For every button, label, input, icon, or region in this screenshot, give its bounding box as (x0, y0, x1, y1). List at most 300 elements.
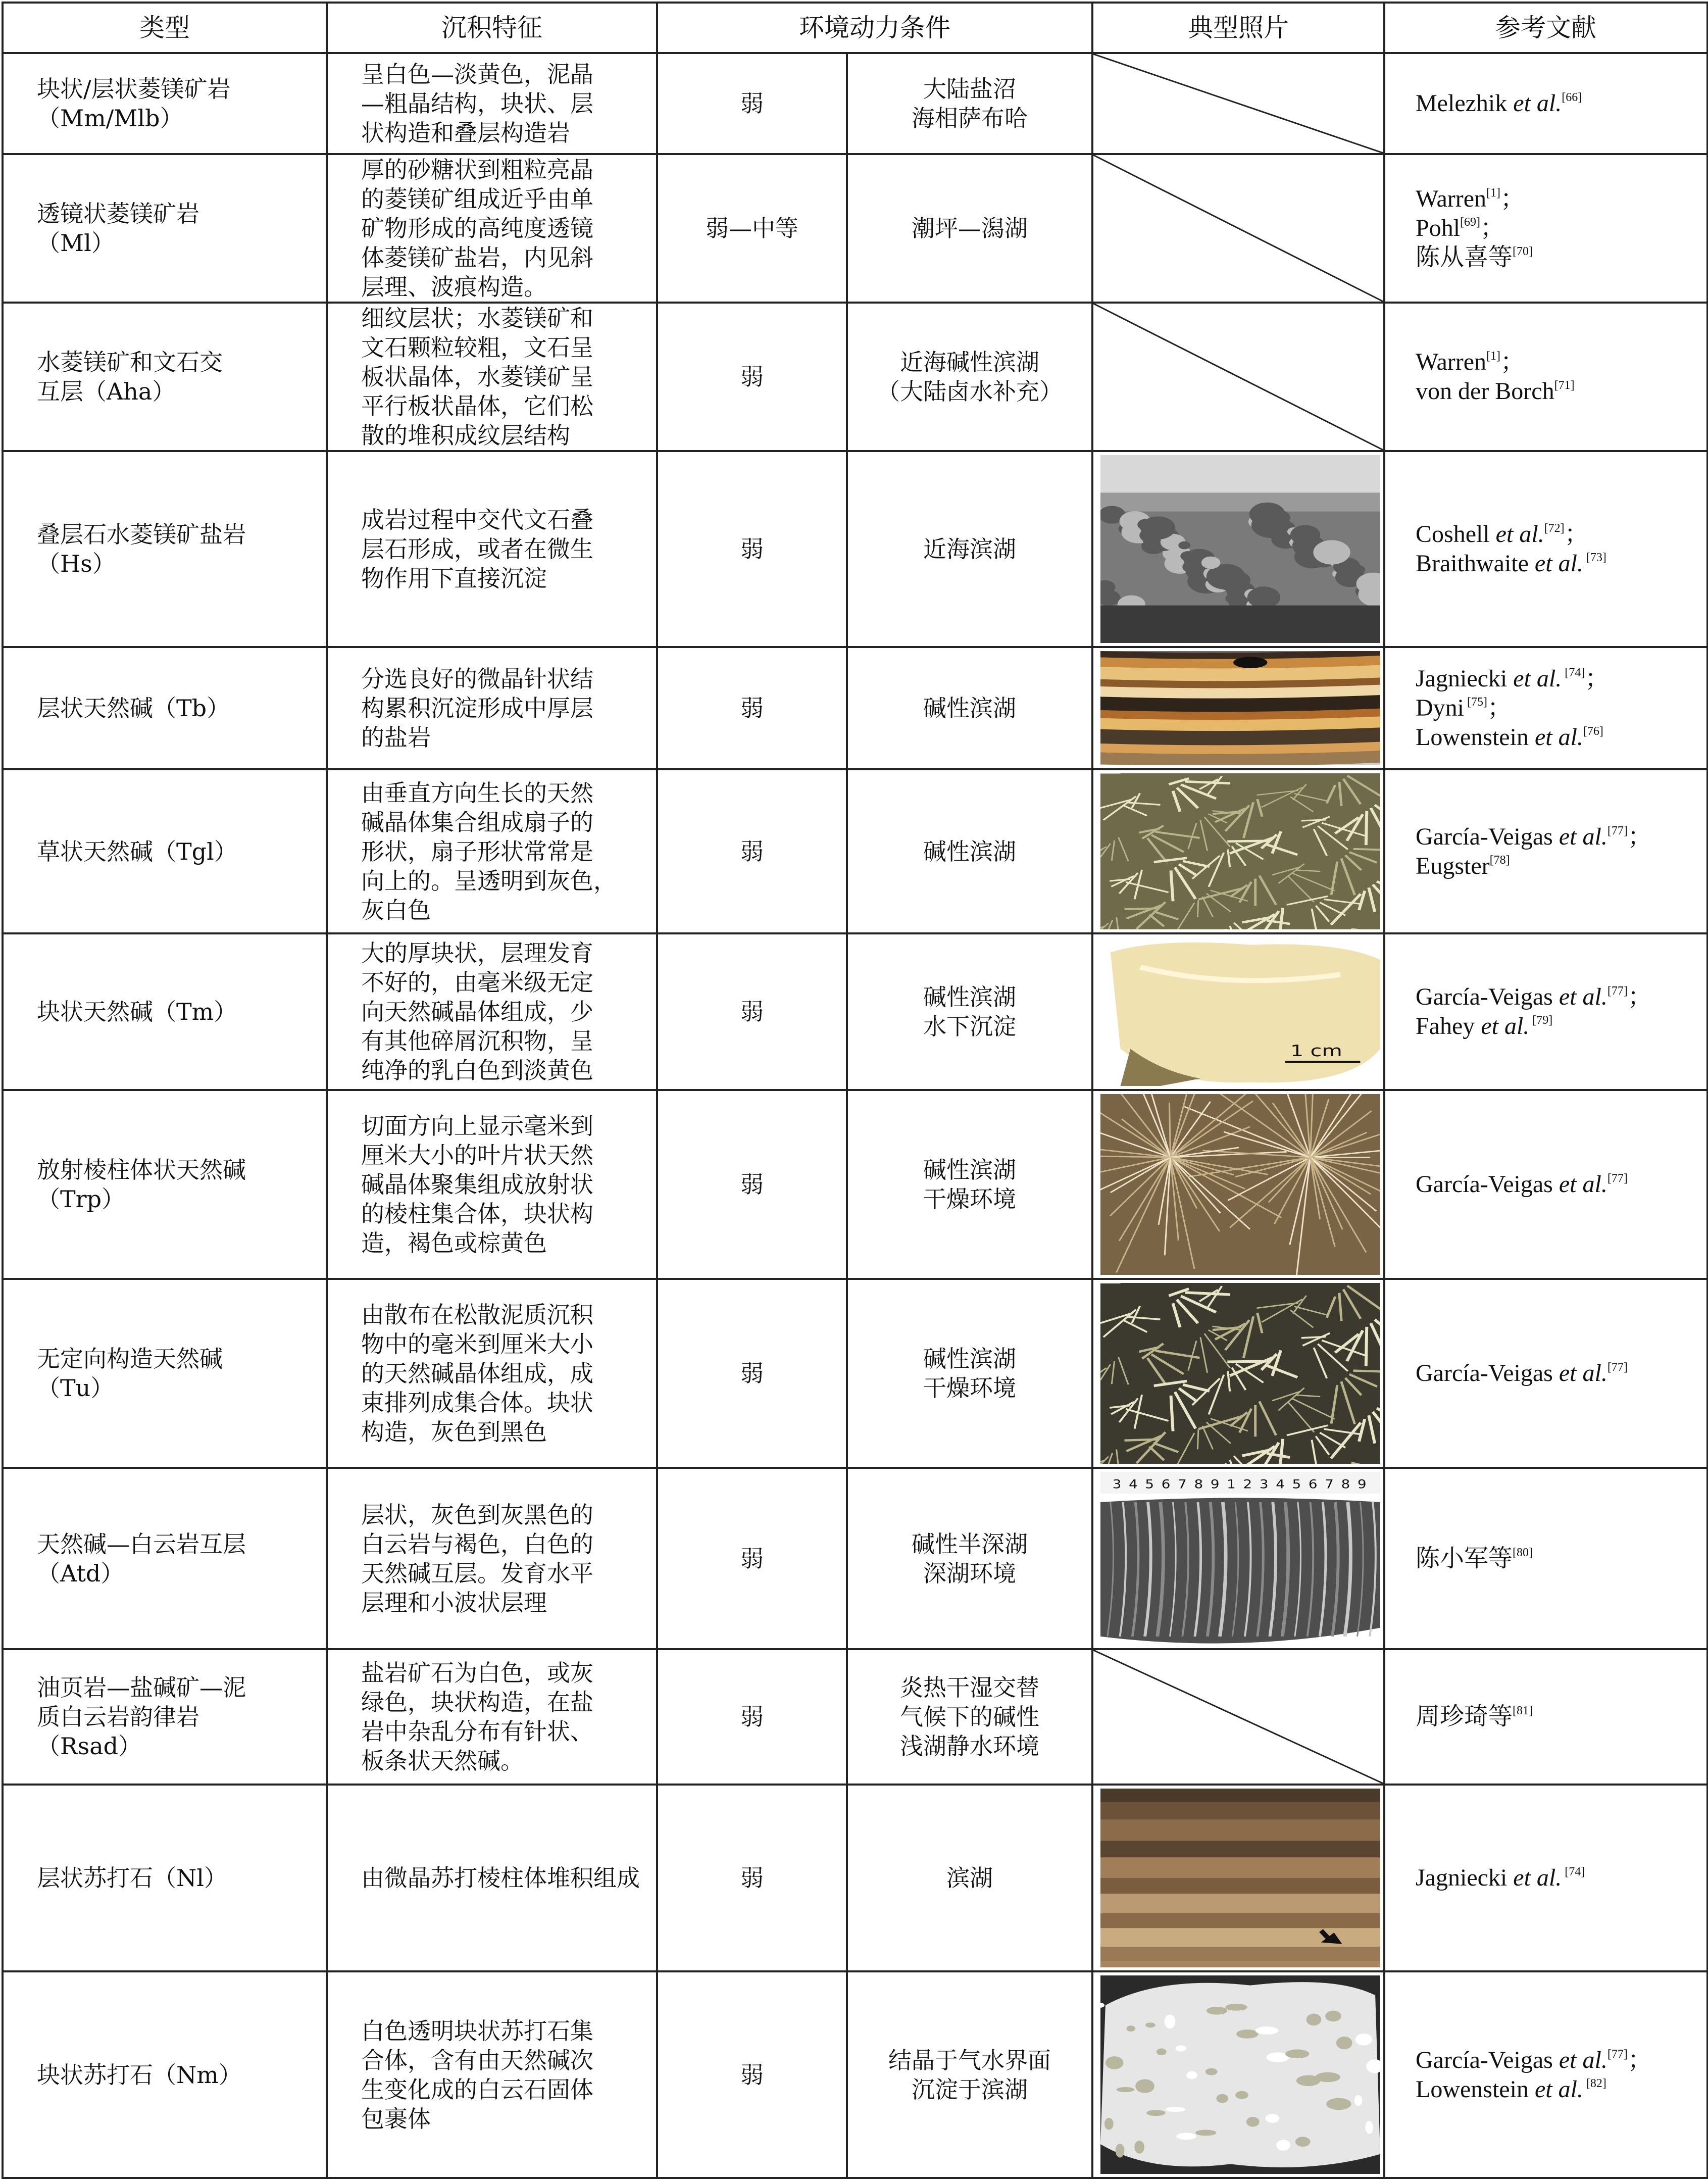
reference-author: Lowenstein (1416, 724, 1529, 751)
dynamics-cell: 弱 (657, 303, 847, 451)
features-cell-line: 层状，灰色到灰黑色的 (361, 1501, 593, 1528)
features-cell-line: 的天然碱晶体组成，成 (361, 1360, 593, 1387)
environment-cell-line: 水下沉淀 (923, 1013, 1016, 1040)
environment-cell-line: 结晶于气水界面 (888, 2046, 1051, 2074)
table-row (3, 933, 1707, 1090)
reference-entry (1416, 694, 1695, 723)
features-cell-line: 有其他碎屑沉积物，呈 (361, 1027, 593, 1055)
reference-etal: et al. (1552, 2046, 1607, 2073)
reference-citation: [76] (1583, 725, 1603, 738)
type-cell (3, 451, 327, 647)
reference-separator: ； (1627, 823, 1652, 850)
reference-citation: [77] (1607, 1361, 1628, 1374)
reference-citation: [82] (1583, 2076, 1606, 2090)
features-cell-line: 板条状天然碱。 (361, 1747, 524, 1774)
reference-etal: et al. (1475, 1013, 1530, 1039)
reference-author: García-Veigas (1416, 1360, 1553, 1386)
features-cell-line: 状构造和叠层构造岩 (361, 119, 570, 146)
reference-citation: [75] (1464, 696, 1487, 709)
features-cell-line: 绿色，块状构造，在盐 (361, 1689, 593, 1716)
type-cell-line: 天然碱—白云岩互层 (37, 1530, 246, 1558)
table-row (3, 769, 1707, 933)
environment-cell (847, 1785, 1092, 1971)
reference-author: Lowenstein (1416, 2075, 1529, 2103)
table-row (3, 53, 1707, 154)
type-cell-line: 块状天然碱（Tm） (37, 998, 237, 1025)
features-cell-line: 构累积沉淀形成中厚层 (361, 695, 593, 722)
banded-trona-photo (1100, 651, 1380, 765)
dynamics-cell: 弱 (657, 1971, 847, 2178)
reference-separator: ； (1487, 695, 1512, 721)
empty-cell-diagonal (1093, 1650, 1383, 1784)
photo-cell (1092, 933, 1384, 1090)
features-cell-line: 分选良好的微晶针状结 (361, 665, 593, 692)
type-cell (3, 303, 327, 451)
environment-cell-line: 碱性滨湖 (923, 695, 1016, 722)
header-photo: 典型照片 (1092, 3, 1384, 53)
reference-entry (1416, 852, 1695, 881)
features-cell (327, 154, 657, 303)
type-cell-line: （Ml） (37, 229, 115, 257)
massive-nahcolite-photo (1100, 1975, 1380, 2174)
features-cell-line: 造，褐色或棕黄色 (361, 1229, 547, 1257)
reference-citation: [80] (1513, 1546, 1533, 1559)
reference-citation: [74] (1562, 1865, 1585, 1878)
reference-citation: [77] (1607, 984, 1628, 998)
features-cell (327, 1785, 657, 1971)
reference-etal: et al. (1489, 521, 1544, 548)
photo-cell (1092, 647, 1384, 769)
environment-cell-line: 滨湖 (946, 1864, 993, 1892)
type-cell (3, 1785, 327, 1971)
reference-citation: [73] (1583, 551, 1606, 564)
features-cell-line: 的盐岩 (361, 724, 431, 751)
type-cell-line: 草状天然碱（Tgl） (37, 837, 237, 865)
features-cell (327, 53, 657, 154)
features-cell-line: 碱晶体集合组成扇子的 (361, 808, 593, 836)
type-cell (3, 154, 327, 303)
reference-separator: ； (1500, 185, 1525, 212)
type-cell-line: （Tu） (37, 1374, 114, 1402)
features-cell (327, 451, 657, 647)
reference-citation: [70] (1513, 245, 1533, 258)
features-cell-line: 向天然碱晶体组成，少 (361, 998, 593, 1025)
table-row (3, 303, 1707, 451)
features-cell (327, 933, 657, 1090)
reference-entry (1416, 1359, 1695, 1388)
type-cell-line: 无定向构造天然碱 (37, 1345, 223, 1372)
features-cell-line: 盐岩矿石为白色，或灰 (361, 1659, 593, 1687)
features-cell-line: 层理和小波状层理 (361, 1589, 547, 1616)
header-type: 类型 (3, 3, 327, 53)
dynamics-cell: 弱 (657, 647, 847, 769)
table-row (3, 1468, 1707, 1649)
environment-cell (847, 1649, 1092, 1785)
scale-bar-label: 1 cm (1290, 1042, 1342, 1060)
reference-etal: et al. (1507, 90, 1562, 117)
environment-cell-line: 碱性滨湖 (923, 1345, 1016, 1372)
photo-cell (1092, 1279, 1384, 1468)
references-cell (1384, 1785, 1707, 1971)
type-cell-line: 块状苏打石（Nm） (37, 2061, 242, 2089)
reference-etal: et al. (1552, 1360, 1607, 1386)
reference-author: von der Borch (1416, 378, 1554, 405)
reference-citation: [69] (1460, 216, 1481, 229)
type-cell-line: （Atd） (37, 1559, 124, 1587)
references-cell (1384, 1279, 1707, 1468)
reference-citation: [77] (1607, 2047, 1628, 2061)
reference-author: García-Veigas (1416, 1171, 1553, 1198)
reference-author: Braithwaite (1416, 550, 1529, 577)
features-cell-line: 的菱镁矿组成近乎由单 (361, 185, 593, 213)
reference-author: García-Veigas (1416, 983, 1553, 1010)
massive-trona-photo (1100, 937, 1380, 1086)
reference-citation: [72] (1544, 522, 1565, 535)
environment-cell (847, 647, 1092, 769)
reference-entry (1416, 1863, 1695, 1893)
reference-citation: [79] (1529, 1014, 1553, 1027)
reference-entry (1416, 2075, 1695, 2104)
features-cell-line: 岩中杂乱分布有针状、 (361, 1718, 593, 1745)
features-cell-line: 体菱镁矿盐岩，内见斜 (361, 244, 593, 271)
type-cell-line: 放射棱柱体状天然碱 (37, 1156, 246, 1183)
reference-citation: [74] (1562, 666, 1585, 679)
reference-entry (1416, 348, 1695, 377)
environment-cell (847, 1279, 1092, 1468)
reference-author: 陈小军等 (1416, 1545, 1513, 1572)
reference-entry (1416, 377, 1695, 406)
dynamics-cell: 弱 (657, 451, 847, 647)
dynamics-cell: 弱 (657, 1649, 847, 1785)
references-cell (1384, 933, 1707, 1090)
environment-cell-line: 潮坪—潟湖 (912, 215, 1028, 242)
reference-separator: ； (1585, 665, 1610, 692)
reference-author: Warren (1416, 349, 1487, 375)
references-cell (1384, 1468, 1707, 1649)
type-cell (3, 53, 327, 154)
reference-citation: [71] (1554, 379, 1575, 392)
references-cell (1384, 769, 1707, 933)
environment-cell (847, 451, 1092, 647)
reference-separator: ； (1564, 521, 1589, 548)
reference-entry (1416, 1012, 1695, 1041)
reference-entry (1416, 549, 1695, 578)
features-cell-line: 由微晶苏打棱柱体堆积组成 (361, 1864, 640, 1892)
features-cell-line: 纯净的乳白色到淡黄色 (361, 1057, 593, 1084)
reference-author: Jagniecki (1416, 1864, 1508, 1891)
photo-cell (1092, 1468, 1384, 1649)
type-cell-line: （Trp） (37, 1185, 125, 1213)
references-cell (1384, 1090, 1707, 1279)
features-cell (327, 1971, 657, 2178)
features-cell-line: 矿物形成的高纯度透镜 (361, 215, 593, 242)
features-cell-line: 厘米大小的叶片状天然 (361, 1142, 593, 1169)
features-cell-line: 大的厚块状，层理发育 (361, 939, 593, 967)
sedimentary-facies-table (2, 2, 1708, 2179)
reference-citation: [81] (1513, 1704, 1533, 1717)
environment-cell-line: 沉淀于滨湖 (912, 2075, 1028, 2103)
environment-cell (847, 933, 1092, 1090)
reference-author: Jagniecki (1416, 665, 1508, 692)
reference-etal: et al. (1528, 2075, 1583, 2103)
type-cell-line: 油页岩—盐碱矿—泥 (37, 1674, 246, 1701)
reference-etal: et al. (1528, 724, 1583, 751)
features-cell-line: 的棱柱集合体，块状构 (361, 1200, 593, 1227)
table-row (3, 647, 1707, 769)
reference-author: Dyni (1416, 695, 1464, 721)
reference-etal: et al. (1552, 983, 1607, 1010)
environment-cell (847, 1090, 1092, 1279)
photo-cell (1092, 154, 1384, 303)
features-cell-line: 灰白色 (361, 896, 431, 924)
photo-cell (1092, 1649, 1384, 1785)
references-cell (1384, 1971, 1707, 2178)
references-cell (1384, 303, 1707, 451)
features-cell (327, 1649, 657, 1785)
reference-author: Eugster (1416, 852, 1490, 879)
features-cell-line: 厚的砂糖状到粗粒亮晶 (361, 156, 593, 183)
environment-cell (847, 769, 1092, 933)
table-row (3, 1279, 1707, 1468)
features-cell-line: 细纹层状；水菱镁矿和 (361, 305, 593, 332)
type-cell-line: 透镜状菱镁矿岩 (37, 200, 199, 227)
environment-cell-line: 大陆盐沼 (923, 75, 1016, 103)
features-cell-line: 不好的，由毫米级无定 (361, 969, 593, 996)
dynamics-cell: 弱—中等 (657, 154, 847, 303)
type-cell (3, 769, 327, 933)
type-cell-line: 叠层石水菱镁矿盐岩 (37, 521, 246, 548)
environment-cell (847, 303, 1092, 451)
type-cell-line: （Hs） (37, 550, 116, 577)
photo-frame (1100, 651, 1380, 765)
features-cell-line: 白色透明块状苏打石集 (361, 2017, 593, 2045)
features-cell-line: 构造，灰色到黑色 (361, 1418, 547, 1446)
reference-separator: ； (1500, 349, 1525, 375)
environment-cell-line: 气候下的碱性 (900, 1703, 1039, 1730)
random-trona-photo (1100, 1283, 1380, 1464)
layered-nahcolite-photo (1100, 1789, 1380, 1967)
environment-cell (847, 1468, 1092, 1649)
features-cell (327, 1279, 657, 1468)
header-conditions: 环境动力条件 (657, 3, 1092, 53)
reference-author: Warren (1416, 185, 1487, 212)
references-cell (1384, 53, 1707, 154)
reference-entry (1416, 2046, 1695, 2075)
reference-entry (1416, 243, 1695, 272)
radial-trona-photo (1100, 1094, 1380, 1275)
dynamics-cell: 弱 (657, 933, 847, 1090)
dynamics-cell: 弱 (657, 53, 847, 154)
environment-cell-line: （大陆卤水补充） (877, 378, 1063, 405)
photo-frame (1100, 937, 1380, 1086)
features-cell-line: 白云岩与褐色，白色的 (361, 1530, 593, 1558)
photo-cell (1092, 451, 1384, 647)
dynamics-cell: 弱 (657, 1468, 847, 1649)
features-cell-line: 向上的。呈透明到灰色， (361, 867, 617, 895)
reference-citation: [1] (1486, 350, 1501, 363)
reference-entry (1416, 982, 1695, 1012)
environment-cell-line: 浅湖静水环境 (900, 1732, 1039, 1760)
reference-entry (1416, 184, 1695, 214)
reference-separator: ； (1627, 983, 1652, 1010)
reference-entry (1416, 89, 1695, 118)
features-cell-line: 形状，扇子形状常常是 (361, 837, 593, 865)
reference-etal: et al. (1507, 665, 1562, 692)
reference-etal: et al. (1552, 823, 1607, 850)
dynamics-cell: 弱 (657, 1090, 847, 1279)
core-photo (1100, 1472, 1380, 1645)
environment-cell-line: 碱性半深湖 (912, 1530, 1028, 1558)
table-row (3, 1785, 1707, 1971)
reference-citation: [78] (1489, 853, 1510, 867)
table-row (3, 1090, 1707, 1279)
header-row (3, 3, 1707, 53)
features-cell-line: 天然碱互层。发育水平 (361, 1559, 593, 1587)
environment-cell (847, 154, 1092, 303)
reference-entry (1416, 723, 1695, 752)
references-cell (1384, 647, 1707, 769)
features-cell-line: 合体，含有由天然碱次 (361, 2046, 593, 2074)
environment-cell-line: 干燥环境 (923, 1185, 1016, 1213)
reference-entry (1416, 664, 1695, 694)
features-cell (327, 1468, 657, 1649)
features-cell-line: 板状晶体，水菱镁矿呈 (361, 363, 593, 390)
photo-cell (1092, 769, 1384, 933)
environment-cell-line: 深湖环境 (923, 1559, 1016, 1587)
header-features: 沉积特征 (327, 3, 657, 53)
environment-cell-line: 近海碱性滨湖 (900, 349, 1039, 376)
reference-entry (1416, 1544, 1695, 1573)
features-cell-line: 束排列成集合体。块状 (361, 1389, 593, 1416)
type-cell-line: （Mm/Mlb） (37, 105, 183, 132)
reference-entry (1416, 1702, 1695, 1731)
dynamics-cell: 弱 (657, 1785, 847, 1971)
reference-separator: ； (1627, 2046, 1652, 2073)
reference-entry (1416, 520, 1695, 549)
references-cell (1384, 451, 1707, 647)
environment-cell-line: 碱性滨湖 (923, 1156, 1016, 1183)
reference-author: 周珍琦等 (1416, 1703, 1513, 1730)
photo-frame (1100, 455, 1380, 643)
table-row (3, 154, 1707, 303)
references-cell (1384, 154, 1707, 303)
photo-frame (1100, 1975, 1380, 2174)
features-cell-line: 碱晶体聚集组成放射状 (361, 1171, 593, 1198)
reference-entry (1416, 214, 1695, 243)
environment-cell-line: 海相萨布哈 (912, 105, 1028, 132)
type-cell (3, 647, 327, 769)
photo-cell (1092, 1971, 1384, 2178)
photo-frame (1100, 1094, 1380, 1275)
empty-cell-diagonal (1093, 54, 1383, 153)
environment-cell-line: 碱性滨湖 (923, 983, 1016, 1011)
reference-author: García-Veigas (1416, 2046, 1553, 2073)
photo-cell (1092, 1090, 1384, 1279)
reference-author: 陈从喜等 (1416, 244, 1513, 271)
type-cell-line: 互层（Aha） (37, 378, 176, 405)
reference-entry (1416, 1170, 1695, 1199)
environment-cell (847, 53, 1092, 154)
features-cell-line: 呈白色—淡黄色，泥晶 (361, 61, 593, 88)
reference-author: Pohl (1416, 215, 1461, 241)
stromatolite-shore-photo (1100, 455, 1380, 643)
type-cell (3, 1090, 327, 1279)
features-cell-line: 包裹体 (361, 2105, 431, 2133)
photo-cell (1092, 53, 1384, 154)
type-cell-line: （Rsad） (37, 1732, 142, 1760)
features-cell-line: 生变化成的白云石固体 (361, 2075, 593, 2103)
reference-author: Fahey (1416, 1013, 1475, 1039)
features-cell-line: 平行板状晶体，它们松 (361, 392, 593, 420)
reference-author: Melezhik (1416, 90, 1508, 117)
table-row (3, 451, 1707, 647)
type-cell-line: 层状苏打石（Nl） (37, 1864, 227, 1892)
features-cell-line: 文石颗粒较粗，文石呈 (361, 334, 593, 361)
environment-cell (847, 1971, 1092, 2178)
reference-etal: et al. (1507, 1864, 1562, 1891)
reference-citation: [1] (1486, 186, 1501, 200)
features-cell-line: 由散布在松散泥质沉积 (361, 1301, 593, 1328)
reference-author: García-Veigas (1416, 823, 1553, 850)
reference-entry (1416, 822, 1695, 852)
type-cell (3, 1971, 327, 2178)
reference-citation: [77] (1607, 1172, 1628, 1185)
dynamics-cell: 弱 (657, 769, 847, 933)
photo-frame (1100, 1789, 1380, 1967)
features-cell-line: 由垂直方向生长的天然 (361, 779, 593, 807)
features-cell-line: 成岩过程中交代文石叠 (361, 506, 593, 533)
reference-etal: et al. (1552, 1171, 1607, 1198)
features-cell-line: 物中的毫米到厘米大小 (361, 1330, 593, 1358)
type-cell-line: 层状天然碱（Tb） (37, 695, 230, 722)
ruler-label: 3 4 5 6 7 8 9 1 2 3 4 5 6 7 8 9 (1112, 1477, 1368, 1492)
type-cell (3, 1649, 327, 1785)
environment-cell-line: 干燥环境 (923, 1374, 1016, 1402)
reference-etal: et al. (1528, 550, 1583, 577)
grass-trona-photo (1100, 773, 1380, 929)
features-cell-line: 层理、波痕构造。 (361, 273, 547, 301)
features-cell-line: —粗晶结构，块状、层 (361, 90, 593, 117)
type-cell-line: 块状/层状菱镁矿岩 (37, 75, 231, 103)
type-cell-line: 质白云岩韵律岩 (37, 1703, 199, 1730)
table-row (3, 1649, 1707, 1785)
features-cell (327, 769, 657, 933)
photo-frame (1100, 1472, 1380, 1645)
environment-cell-line: 碱性滨湖 (923, 837, 1016, 865)
empty-cell-diagonal (1093, 304, 1383, 450)
features-cell-line: 层石形成，或者在微生 (361, 535, 593, 563)
type-cell (3, 933, 327, 1090)
photo-frame (1100, 773, 1380, 929)
reference-separator: ； (1480, 215, 1505, 241)
features-cell-line: 切面方向上显示毫米到 (361, 1112, 593, 1140)
type-cell (3, 1279, 327, 1468)
reference-citation: [77] (1607, 824, 1628, 837)
features-cell (327, 647, 657, 769)
table-row (3, 1971, 1707, 2178)
photo-cell (1092, 303, 1384, 451)
type-cell-line: 水菱镁矿和文石交 (37, 349, 223, 376)
environment-cell-line: 近海滨湖 (923, 535, 1016, 563)
header-refs: 参考文献 (1384, 3, 1707, 53)
photo-cell (1092, 1785, 1384, 1971)
references-cell (1384, 1649, 1707, 1785)
features-cell (327, 303, 657, 451)
type-cell (3, 1468, 327, 1649)
reference-citation: [66] (1562, 91, 1582, 104)
features-cell-line: 物作用下直接沉淀 (361, 565, 547, 592)
dynamics-cell: 弱 (657, 1279, 847, 1468)
